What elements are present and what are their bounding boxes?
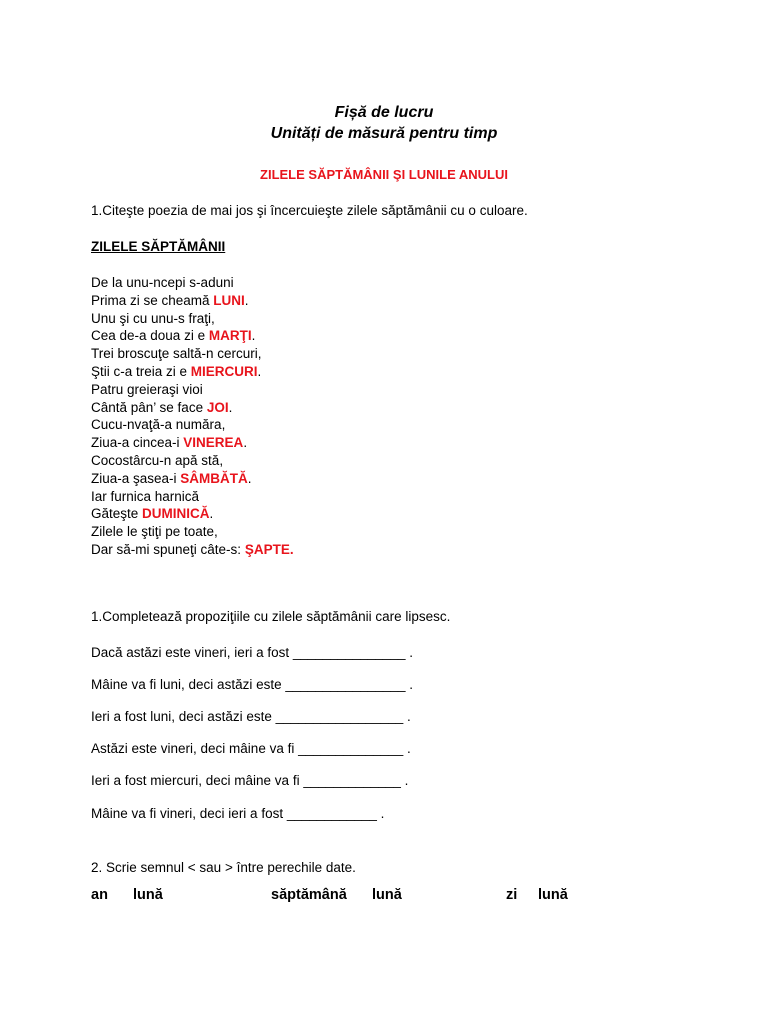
poem-line <box>91 399 294 417</box>
poem-line-punctuation: . <box>244 292 249 308</box>
poem-line <box>91 274 294 292</box>
poem-line-punctuation: . <box>257 363 262 379</box>
poem-line <box>91 310 294 328</box>
highlighted-day: JOI <box>206 399 229 415</box>
pair-1-a: an <box>91 887 108 903</box>
fill-in-sentence: Ieri a fost luni, deci astăzi este _________________ . <box>91 709 411 724</box>
poem-line-punctuation: . <box>251 328 256 344</box>
poem-line-text: Cocostârcu-n apă stă, <box>91 452 224 468</box>
poem-line-text: Cucu-nvaţă-a număra, <box>91 417 226 433</box>
poem-line <box>91 434 294 452</box>
exercise-2-instruction: 1.Completează propoziţiile cu zilele săptămânii care lipsesc. <box>91 609 451 624</box>
poem-line-punctuation: . <box>209 506 214 522</box>
poem-line <box>91 345 294 363</box>
poem-line <box>91 327 294 345</box>
poem-line-text: Ştii c-a treia zi e <box>91 363 191 379</box>
pair-2-a: săptămână <box>271 887 347 903</box>
poem-line-text: Patru greieraşi vioi <box>91 381 203 397</box>
poem-line-text: Prima zi se cheamă <box>91 292 214 308</box>
exercise-3-instruction: 2. Scrie semnul < sau > între perechile date. <box>91 860 356 875</box>
highlighted-day: VINEREA <box>183 435 244 451</box>
poem-line-punctuation: . <box>243 435 248 451</box>
poem-line-text: Iar furnica harnică <box>91 488 200 504</box>
poem-line <box>91 452 294 470</box>
poem <box>91 274 294 559</box>
poem-line <box>91 416 294 434</box>
highlighted-day: DUMINICĂ <box>142 506 210 522</box>
pair-2-b: lună <box>372 887 402 903</box>
poem-line-text: Unu şi cu unu-s fraţi, <box>91 310 215 326</box>
title-line-2: Unități de măsură pentru timp <box>270 125 498 142</box>
poem-line <box>91 523 294 541</box>
poem-line-text: Ziua-a şasea-i <box>91 470 181 486</box>
exercise-1-instruction: 1.Citeşte poezia de mai jos şi încercuieşte zilele săptămânii cu o culoare. <box>91 203 528 218</box>
poem-line-text: Găteşte <box>91 506 143 522</box>
poem-line <box>91 363 294 381</box>
poem-line-text: Zilele le ştiţi pe toate, <box>91 524 218 540</box>
section-heading: ZILELE SĂPTĂMÂNII ŞI LUNILE ANULUI <box>260 167 508 182</box>
poem-line-text: Cea de-a doua zi e <box>91 328 209 344</box>
pair-3-b: lună <box>538 887 568 903</box>
highlighted-day: MIERCURI <box>190 363 258 379</box>
poem-line-text: Trei broscuţe saltă-n cercuri, <box>91 346 262 362</box>
poem-line <box>91 292 294 310</box>
poem-line <box>91 541 294 559</box>
poem-line <box>91 381 294 399</box>
poem-title: ZILELE SĂPTĂMÂNII <box>91 239 226 254</box>
fill-in-sentence: Mâine va fi luni, deci astăzi este ________________ . <box>91 677 413 692</box>
poem-line <box>91 505 294 523</box>
poem-line-text: Cântă pân’ se face <box>91 399 207 415</box>
poem-line-text: De la unu-ncepi s-aduni <box>91 275 234 290</box>
poem-line-punctuation: . <box>247 470 252 486</box>
title-line-1: Fișă de lucru <box>334 104 434 121</box>
fill-in-sentence: Dacă astăzi este vineri, ieri a fost _______________ . <box>91 645 413 660</box>
fill-in-sentence: Astăzi este vineri, deci mâine va fi ______________ . <box>91 741 411 756</box>
highlighted-day: ŞAPTE. <box>244 541 294 557</box>
highlighted-day: SÂMBĂTĂ <box>180 470 248 486</box>
fill-in-sentence: Ieri a fost miercuri, deci mâine va fi _____________ . <box>91 773 409 788</box>
poem-line <box>91 488 294 506</box>
poem-line-punctuation: . <box>228 399 233 415</box>
pair-1-b: lună <box>133 887 163 903</box>
poem-line-text: Dar să-mi spuneţi câte-s: <box>91 541 245 557</box>
pair-3-a: zi <box>506 887 518 903</box>
highlighted-day: MARŢI <box>208 328 252 344</box>
poem-line-text: Ziua-a cincea-i <box>91 435 184 451</box>
highlighted-day: LUNI <box>213 292 245 308</box>
poem-line <box>91 470 294 488</box>
fill-in-sentence: Mâine va fi vineri, deci ieri a fost ____________ . <box>91 806 385 821</box>
